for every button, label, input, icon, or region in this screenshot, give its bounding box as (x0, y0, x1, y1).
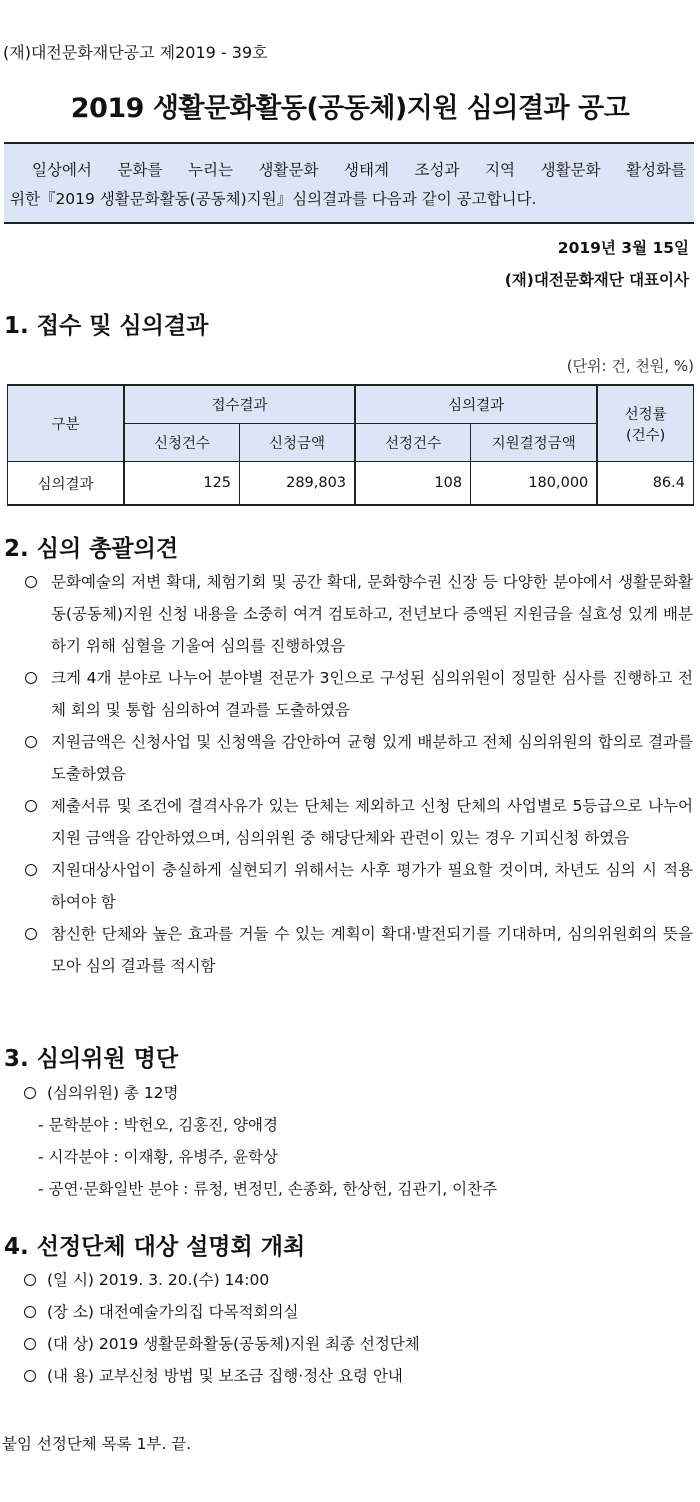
header-received-group: 접수결과 (124, 385, 355, 424)
list-item (0, 790, 700, 854)
briefing-content: (내 용) 교부신청 방법 및 보조금 집행·정산 요령 안내 (47, 1367, 403, 1385)
briefing-place: (장 소) 대전예술가의집 다목적회의실 (47, 1303, 299, 1321)
header-support-amount: 지원결정금액 (471, 424, 598, 462)
circle-bullet-icon (25, 736, 37, 748)
header-category: 구분 (8, 385, 125, 462)
list-item (0, 1264, 700, 1296)
list-item (0, 918, 700, 982)
member-group-performance: - 공연·문화일반 분야 : 류청, 변정민, 손종화, 한상헌, 김관기, 이찬주 (38, 1180, 498, 1198)
header-selected-count: 선정건수 (355, 424, 471, 462)
member-list (0, 1077, 700, 1205)
list-item (0, 566, 700, 662)
cell-rate: 86.4 (597, 462, 693, 506)
list-item (0, 1360, 700, 1392)
circle-bullet-icon (25, 928, 37, 940)
opinion-text: 크게 4개 분야로 나누어 분야별 전문가 3인으로 구성된 심의위원이 정밀한 심사를 진행하고 전체 회의 및 통합 심의하여 결과를 도출하였음 (51, 669, 693, 719)
list-item (0, 1328, 700, 1360)
page-title: 2019 생활문화활동(공동체)지원 심의결과 공고 (70, 93, 630, 124)
opinion-text: 제출서류 및 조건에 결격사유가 있는 단체는 제외하고 신청 단체의 사업별로 5등급으로 나누어 지원 금액을 감안하였으며, 심의위원 중 해당단체와 관련이 있는 경우 기피신청 하였음 (51, 797, 693, 847)
section-3-heading: 3. 심의위원 명단 (4, 1046, 179, 1072)
list-item (0, 662, 700, 726)
table-row (8, 462, 694, 506)
results-table (7, 384, 694, 506)
header-rate (597, 385, 693, 462)
member-group-visual: - 시각분야 : 이재황, 유병주, 윤학상 (38, 1148, 278, 1166)
circle-bullet-icon (25, 864, 37, 876)
header-review-group: 심의결과 (355, 385, 597, 424)
opinion-text: 지원금액은 신청사업 및 신청액을 감안하여 균형 있게 배분하고 전체 심의위원의 합의로 결과를 도출하였음 (51, 733, 693, 783)
list-item (0, 1077, 700, 1109)
list-item (0, 726, 700, 790)
circle-bullet-icon (25, 800, 37, 812)
list-item (0, 1296, 700, 1328)
circle-bullet-icon (24, 1274, 36, 1286)
opinion-text: 지원대상사업이 충실하게 실현되기 위해서는 사후 평가가 필요할 것이며, 차년도 심의 시 적용하여야 함 (51, 861, 693, 911)
header-rate-line-2: (건수) (625, 427, 666, 444)
section-2-heading: 2. 심의 총괄의견 (4, 536, 179, 562)
header-apply-count: 신청건수 (124, 424, 240, 462)
opinion-text: 참신한 단체와 높은 효과를 거둘 수 있는 계획이 확대·발전되기를 기대하며, 심의위원회의 뜻을 모아 심의 결과를 적시함 (51, 925, 693, 975)
circle-bullet-icon (25, 672, 37, 684)
list-item (0, 854, 700, 918)
intro-line-2: 위한『2019 생활문화활동(공동체)지원』심의결과를 다음과 같이 공고합니다. (10, 190, 537, 208)
cell-support-amount: 180,000 (471, 462, 598, 506)
cell-apply-amount: 289,803 (240, 462, 356, 506)
section-4-heading: 4. 선정단체 대상 설명회 개최 (4, 1234, 306, 1260)
row-label: 심의결과 (8, 462, 125, 506)
issuer: (재)대전문화재단 대표이사 (504, 271, 689, 289)
header-rate-line-1: 선정률 (624, 406, 667, 423)
circle-bullet-icon (24, 1370, 36, 1382)
header-apply-amount: 신청금액 (240, 424, 356, 462)
attachment-note: 붙임 선정단체 목록 1부. 끝. (2, 1435, 192, 1453)
briefing-datetime: (일 시) 2019. 3. 20.(수) 14:00 (47, 1271, 270, 1289)
briefing-list (0, 1264, 700, 1392)
opinion-list (0, 566, 700, 982)
circle-bullet-icon (25, 576, 37, 588)
section-1-heading: 1. 접수 및 심의결과 (4, 313, 209, 339)
circle-bullet-icon (24, 1087, 36, 1099)
cell-selected-count: 108 (355, 462, 471, 506)
intro-box (4, 142, 694, 224)
circle-bullet-icon (24, 1338, 36, 1350)
briefing-target: (대 상) 2019 생활문화활동(공동체)지원 최종 선정단체 (47, 1335, 420, 1353)
cell-apply-count: 125 (124, 462, 240, 506)
notice-number: (재)대전문화재단공고 제2019 - 39호 (3, 43, 268, 62)
intro-line-1: 일상에서 문화를 누리는 생활문화 생태계 조성과 지역 생활문화 활성화를 (32, 161, 686, 179)
member-summary: (심의위원) 총 12명 (47, 1084, 179, 1102)
unit-note: (단위: 건, 천원, %) (566, 357, 694, 375)
circle-bullet-icon (24, 1306, 36, 1318)
member-group-literature: - 문학분야 : 박헌오, 김홍진, 양애경 (38, 1116, 278, 1134)
notice-date: 2019년 3월 15일 (557, 239, 689, 257)
opinion-text: 문화예술의 저변 확대, 체험기회 및 공간 확대, 문화향수권 신장 등 다양한 분야에서 생활문화활동(공동체)지원 신청 내용을 소중히 여겨 검토하고, 전년보다 증액된 지원금을 실효성 있게 배분하기 위해 심혈을 기울여 심의를 진행하였음 (51, 573, 693, 655)
